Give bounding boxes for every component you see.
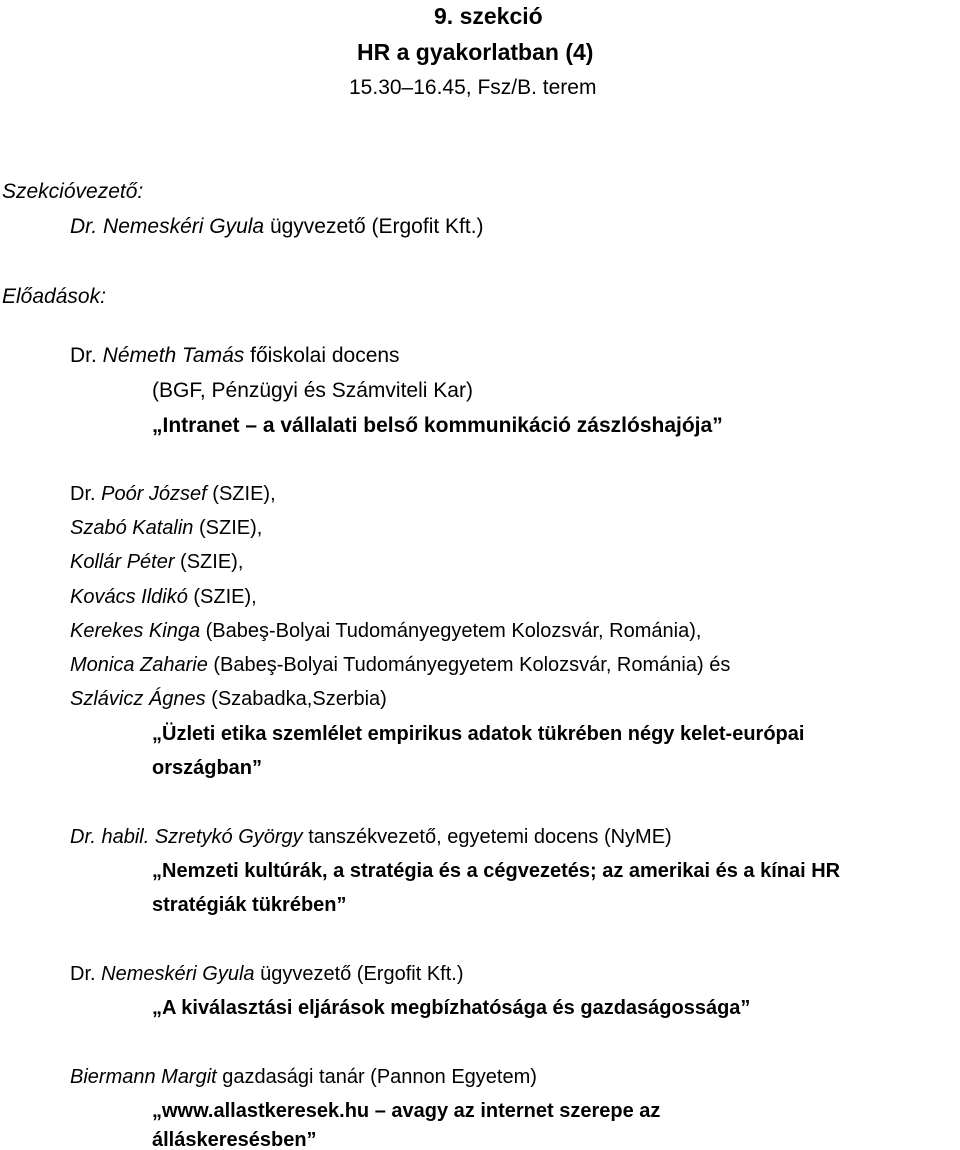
author-affiliation: (SZIE), <box>174 551 244 573</box>
author-name: Szabó Katalin <box>70 517 194 539</box>
talk-2-author <box>70 621 701 641</box>
talk-2-author <box>70 484 276 504</box>
talk-4-speaker <box>70 964 464 984</box>
talk-3-speaker <box>70 827 672 847</box>
section-title: HR a gyakorlatban (4) <box>357 39 594 65</box>
author-affiliation: (SZIE), <box>206 483 276 505</box>
talk-2-author <box>70 518 262 538</box>
author-prefix: Dr. <box>70 483 102 505</box>
talks-label: Előadások: <box>2 285 106 308</box>
section-number: 9. szekció <box>434 3 543 29</box>
talk-2-author <box>70 655 730 675</box>
speaker-prefix: Dr. habil. <box>70 826 155 848</box>
chair-label: Szekcióvezető: <box>2 180 144 203</box>
chair-role: ügyvezető (Ergofit Kft.) <box>264 215 484 238</box>
speaker-name: Biermann Margit <box>70 1066 217 1088</box>
author-name: Kovács Ildikó <box>70 586 188 608</box>
author-name: Kerekes Kinga <box>70 620 201 642</box>
speaker-prefix: Dr. <box>70 963 102 985</box>
speaker-prefix: Dr. <box>70 344 103 367</box>
speaker-role: ügyvezető (Ergofit Kft.) <box>254 963 464 985</box>
speaker-name: Németh Tamás <box>102 344 245 367</box>
talk-2-title: „Üzleti etika szemlélet empirikus adatok tükrében négy kelet-európai <box>152 723 805 745</box>
talk-2-author <box>70 552 243 572</box>
author-affiliation: (Babeş-Bolyai Tudományegyetem Kolozsvár, Románia) és <box>207 654 731 676</box>
talk-4-title: „A kiválasztási eljárások megbízhatósága és gazdaságossága” <box>152 997 751 1019</box>
talk-5-title: álláskeresésben” <box>152 1129 317 1150</box>
speaker-name: Szretykó György <box>154 826 303 848</box>
talk-3-title: stratégiák tükrében” <box>152 894 347 916</box>
talk-1-speaker <box>70 345 400 366</box>
talk-1-title: „Intranet – a vállalati belső kommunikáció zászlóshajója” <box>152 414 723 437</box>
author-affiliation: (SZIE), <box>187 586 257 608</box>
talk-5-title: „www.allastkeresek.hu – avagy az internet szerepe az <box>152 1100 661 1122</box>
author-name: Monica Zaharie <box>70 654 208 676</box>
chair-line <box>70 216 484 237</box>
talk-3-title: „Nemzeti kultúrák, a stratégia és a cégvezetés; az amerikai és a kínai HR <box>152 860 841 882</box>
talk-5-speaker <box>70 1067 537 1087</box>
talk-1-affiliation: (BGF, Pénzügyi és Számviteli Kar) <box>152 379 473 402</box>
author-affiliation: (Szabadka,Szerbia) <box>205 688 387 710</box>
speaker-name: Nemeskéri Gyula <box>101 963 255 985</box>
author-affiliation: (Babeş-Bolyai Tudományegyetem Kolozsvár, Románia), <box>200 620 702 642</box>
talk-2-author <box>70 587 257 607</box>
section-time-room: 15.30–16.45, Fsz/B. terem <box>349 76 597 99</box>
author-affiliation: (SZIE), <box>193 517 263 539</box>
author-name: Kollár Péter <box>70 551 175 573</box>
speaker-role: gazdasági tanár (Pannon Egyetem) <box>216 1066 537 1088</box>
author-name: Szlávicz Ágnes <box>70 688 206 710</box>
chair-name: Dr. Nemeskéri Gyula <box>70 215 265 238</box>
speaker-role: tanszékvezető, egyetemi docens (NyME) <box>302 826 672 848</box>
talk-2-title: országban” <box>152 757 263 779</box>
talk-2-author <box>70 689 387 709</box>
speaker-role: főiskolai docens <box>244 344 400 367</box>
author-name: Poór József <box>101 483 207 505</box>
